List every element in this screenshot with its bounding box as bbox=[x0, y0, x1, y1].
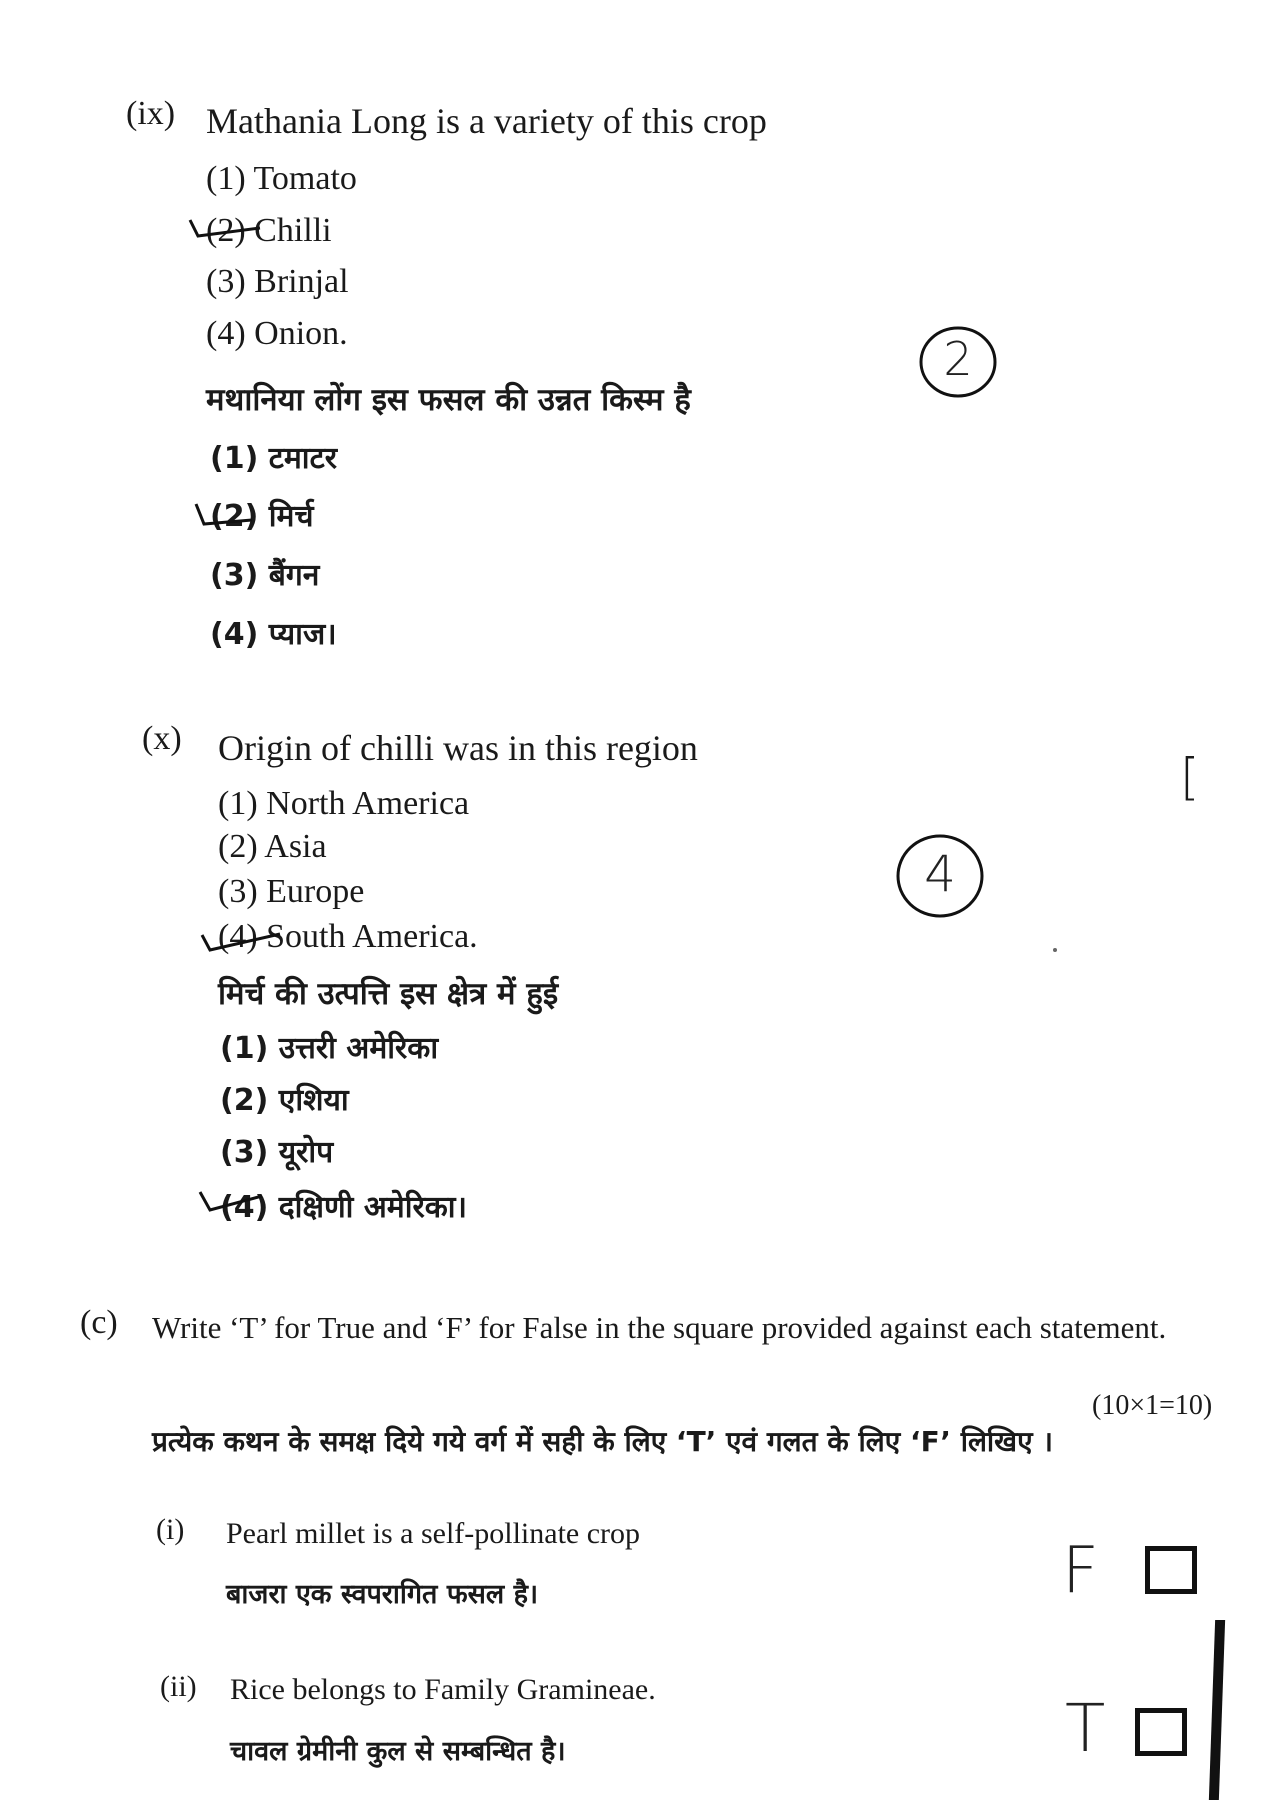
statement-i-number: (i) bbox=[156, 1513, 185, 1546]
answer-circle-x bbox=[898, 836, 982, 916]
question-ix-option-4: (4) Onion. bbox=[206, 315, 348, 352]
question-ix-hindi-option-4: (4) प्याज। bbox=[210, 617, 337, 652]
question-x-hindi-option-2: (2) एशिया bbox=[220, 1083, 349, 1118]
statement-ii-text: Rice belongs to Family Gramineae. bbox=[230, 1673, 656, 1706]
question-ix-hindi-option-1: (1) टमाटर bbox=[210, 441, 337, 476]
question-x-hindi-option-1: (1) उत्तरी अमेरिका bbox=[220, 1031, 439, 1066]
question-ix-hindi-option-3: (3) बैंगन bbox=[210, 558, 320, 593]
section-c-instruction: Write ‘T’ for True and ‘F’ for False in the square provided against each statement. bbox=[152, 1310, 1167, 1345]
section-c-label: (c) bbox=[80, 1304, 118, 1341]
question-x-hindi-text: मिर्च की उत्पत्ति इस क्षेत्र में हुई bbox=[218, 976, 559, 1012]
question-ix-text: Mathania Long is a variety of this crop bbox=[206, 101, 767, 141]
tick-mark-ix-option-2 bbox=[190, 220, 260, 236]
tick-mark-ix-hindi-option-2 bbox=[196, 504, 252, 524]
section-c-marks: (10×1=10) bbox=[1092, 1390, 1213, 1421]
question-x-option-1: (1) North America bbox=[218, 785, 470, 822]
statement-ii-hindi: चावल ग्रेमीनी कुल से सम्बन्धित है। bbox=[230, 1736, 566, 1767]
question-ix-option-1: (1) Tomato bbox=[206, 160, 357, 197]
tick-mark-x-option-4 bbox=[202, 934, 280, 950]
tick-mark-x-hindi-option-4 bbox=[200, 1192, 262, 1210]
question-x-hindi-option-3: (3) यूरोप bbox=[220, 1135, 334, 1170]
question-ix-number: (ix) bbox=[126, 95, 176, 132]
question-ix-hindi-option-2: (2) मिर्च bbox=[210, 499, 314, 534]
handwritten-answer-ix: 2 bbox=[943, 332, 973, 386]
handwritten-answer-i: F bbox=[1062, 1534, 1099, 1608]
speck bbox=[1053, 948, 1057, 952]
question-x-option-2: (2) Asia bbox=[218, 828, 327, 865]
question-x-text: Origin of chilli was in this region bbox=[218, 728, 698, 768]
question-x-option-4: (4) South America. bbox=[218, 918, 478, 955]
question-x-hindi-option-4: (4) दक्षिणी अमेरिका। bbox=[220, 1190, 467, 1225]
handwritten-answer-ii: T bbox=[1065, 1690, 1106, 1767]
answer-circle-ix bbox=[921, 328, 995, 396]
bracket-mark: [ bbox=[1180, 748, 1200, 806]
handwritten-answer-x: 4 bbox=[924, 845, 956, 903]
statement-ii-number: (ii) bbox=[160, 1670, 197, 1703]
question-ix-hindi-text: मथानिया लोंग इस फसल की उन्नत किस्म है bbox=[206, 382, 691, 418]
question-x-option-3: (3) Europe bbox=[218, 873, 365, 910]
question-ix-option-3: (3) Brinjal bbox=[206, 263, 349, 300]
statement-i-hindi: बाजरा एक स्वपरागित फसल है। bbox=[226, 1579, 539, 1610]
question-x-number: (x) bbox=[142, 720, 182, 757]
statement-i-text: Pearl millet is a self-pollinate crop bbox=[226, 1517, 641, 1550]
question-ix-option-2: (2) Chilli bbox=[206, 212, 332, 249]
section-c-hindi-instruction: प्रत्येक कथन के समक्ष दिये गये वर्ग में सही के लिए ‘T’ एवं गलत के लिए ‘F’ लिखिए । bbox=[152, 1425, 1053, 1458]
